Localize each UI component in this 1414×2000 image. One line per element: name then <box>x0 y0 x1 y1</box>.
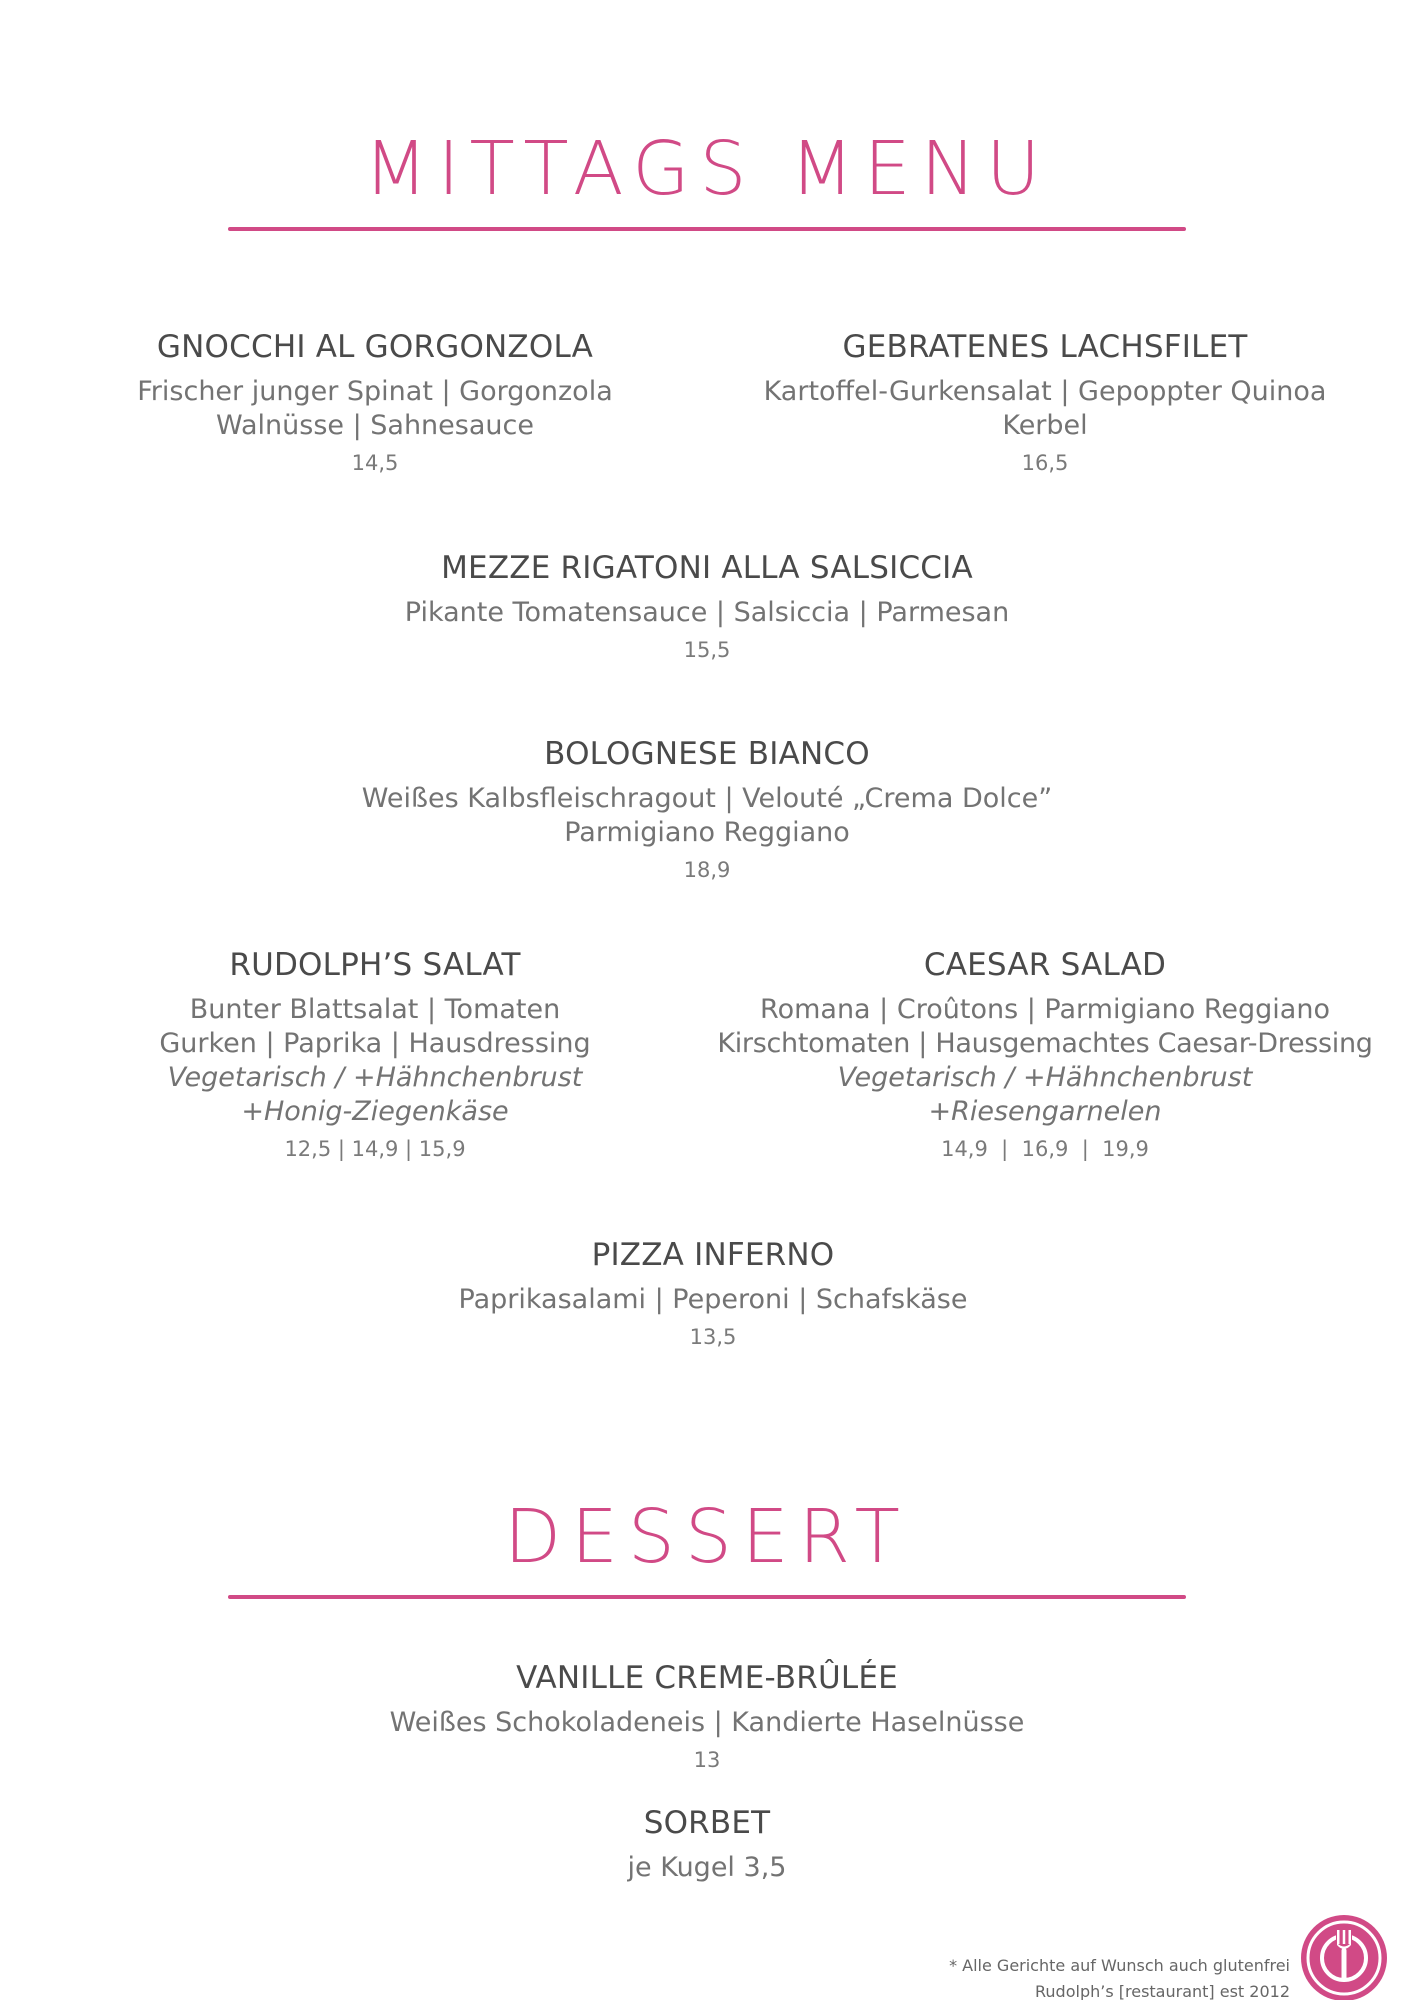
menu-item-desc: Paprikasalami | Peperoni | Schafskäse <box>458 1284 968 1315</box>
dessert-item-creme-brulee <box>257 1660 1157 1772</box>
dessert-item-price: 13 <box>693 1748 721 1772</box>
dessert-item-sorbet <box>257 1805 1157 1885</box>
menu-item-options: +Honig-Ziegenkäse <box>241 1096 509 1127</box>
menu-item-desc: Frischer junger Spinat | Gorgonzola <box>137 376 613 407</box>
fork-plate-logo-icon <box>1300 1914 1388 2000</box>
menu-item-options: Vegetarisch / +Hähnchenbrust <box>167 1062 583 1093</box>
menu-item-price: 14,5 <box>351 451 399 475</box>
menu-item-options: +Riesengarnelen <box>928 1096 1162 1127</box>
menu-item-price: 18,9 <box>683 858 731 882</box>
menu-item-price: 16,5 <box>1021 451 1069 475</box>
menu-item-rigatoni <box>257 550 1157 662</box>
menu-item-name: GNOCCHI AL GORGONZOLA <box>156 329 594 365</box>
menu-item-desc: Weißes Kalbsfleischragout | Velouté „Crema Dolce” <box>361 783 1053 814</box>
menu-item-rudolphs-salat <box>55 947 695 1161</box>
dessert-item-desc: Weißes Schokoladeneis | Kandierte Haselnüsse <box>389 1707 1025 1738</box>
dessert-item-desc: je Kugel 3,5 <box>627 1852 787 1883</box>
menu-item-desc: Kirschtomaten | Hausgemachtes Caesar-Dressing <box>717 1028 1373 1059</box>
menu-title-divider <box>228 227 1186 231</box>
menu-title: MITTAGS MENU <box>363 126 1051 212</box>
menu-item-desc: Kerbel <box>1002 410 1088 441</box>
menu-item-name: PIZZA INFERNO <box>591 1237 835 1273</box>
menu-item-desc: Romana | Croûtons | Parmigiano Reggiano <box>760 994 1330 1025</box>
dessert-item-name: SORBET <box>643 1805 771 1841</box>
menu-item-price: 15,5 <box>683 638 731 662</box>
dessert-title-divider <box>228 1595 1186 1599</box>
restaurant-brand: Rudolph’s [restaurant] est 2012 <box>1035 1982 1290 2000</box>
footer <box>949 1953 1290 2000</box>
menu-item-desc: Walnüsse | Sahnesauce <box>216 410 534 441</box>
menu-item-name: GEBRATENES LACHSFILET <box>842 329 1248 365</box>
menu-item-name: MEZZE RIGATONI ALLA SALSICCIA <box>441 550 973 586</box>
menu-item-name: CAESAR SALAD <box>923 947 1167 983</box>
menu-item-caesar-salad <box>705 947 1385 1161</box>
menu-item-desc: Kartoffel-Gurkensalat | Gepoppter Quinoa <box>763 376 1327 407</box>
menu-item-desc: Parmigiano Reggiano <box>564 817 850 848</box>
dessert-item-name: VANILLE CREME-BRÛLÉE <box>516 1660 898 1696</box>
menu-item-name: RUDOLPH’S SALAT <box>229 947 521 983</box>
menu-item-gnocchi <box>55 329 695 475</box>
menu-item-price: 14,9 | 16,9 | 19,9 <box>941 1137 1149 1161</box>
menu-item-pizza-inferno <box>263 1237 1163 1349</box>
menu-item-bolognese <box>257 736 1157 882</box>
dessert-title: DESSERT <box>504 1494 910 1580</box>
menu-item-desc: Pikante Tomatensauce | Salsiccia | Parmesan <box>404 597 1010 628</box>
menu-item-price: 12,5 | 14,9 | 15,9 <box>284 1137 466 1161</box>
menu-item-price: 13,5 <box>689 1325 737 1349</box>
menu-item-desc: Gurken | Paprika | Hausdressing <box>159 1028 591 1059</box>
menu-item-desc: Bunter Blattsalat | Tomaten <box>189 994 561 1025</box>
gluten-free-note: * Alle Gerichte auf Wunsch auch glutenfrei <box>949 1956 1290 1975</box>
menu-item-lachsfilet <box>725 329 1365 475</box>
menu-item-options: Vegetarisch / +Hähnchenbrust <box>837 1062 1253 1093</box>
menu-item-name: BOLOGNESE BIANCO <box>544 736 870 772</box>
